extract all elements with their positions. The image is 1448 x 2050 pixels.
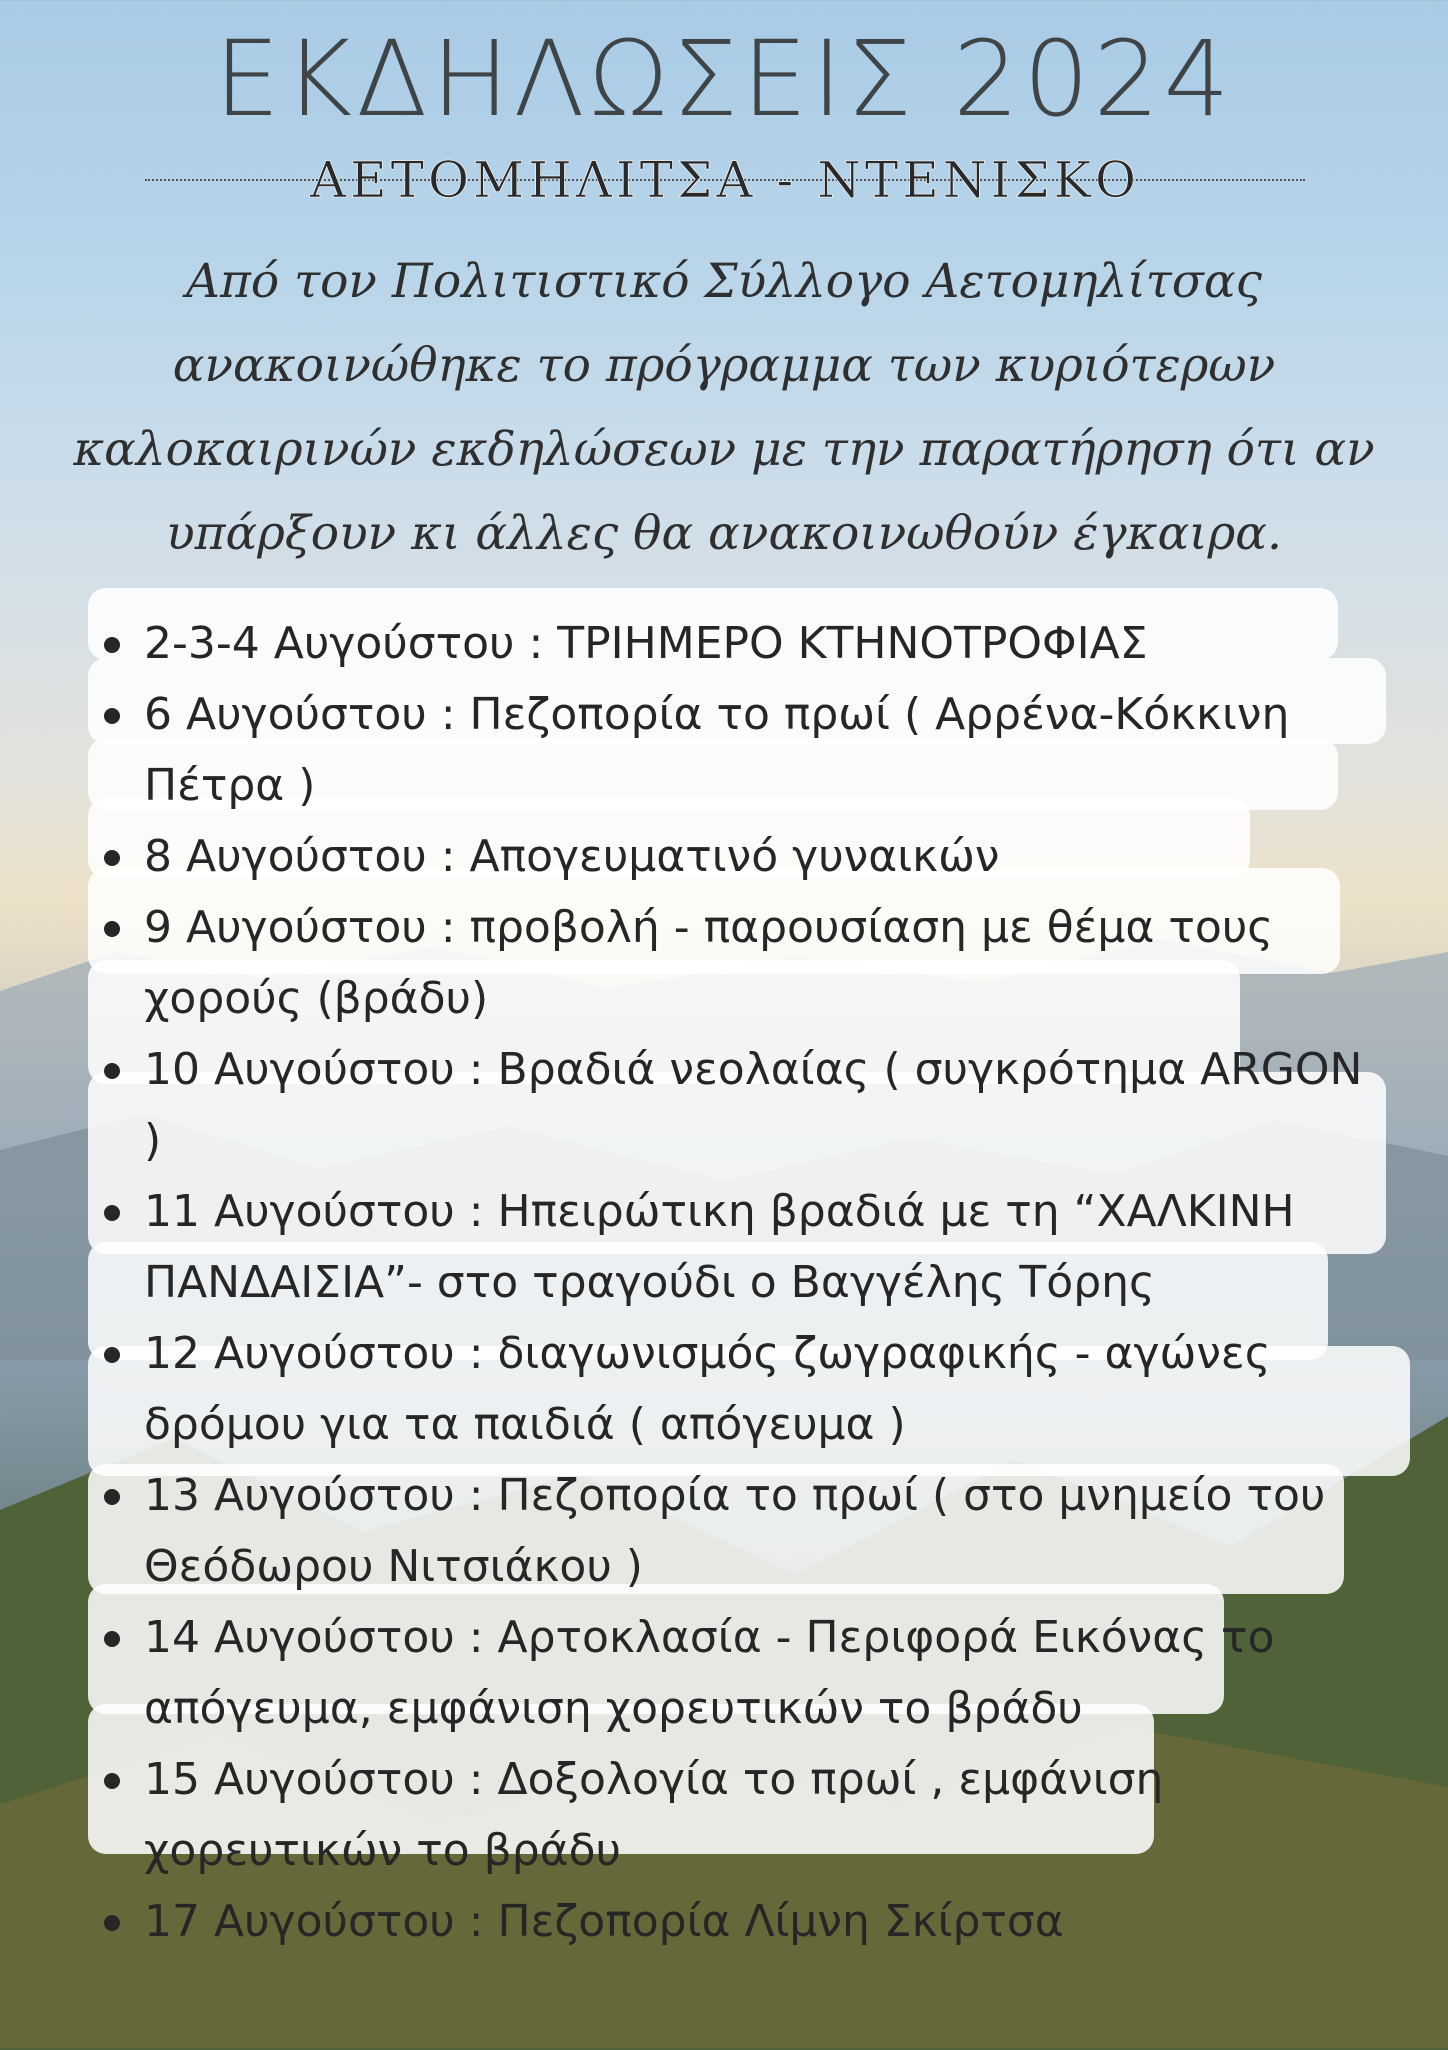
- event-item: 17 Αυγούστου : Πεζοπορία Λίμνη Σκίρτσα: [92, 1886, 1392, 1957]
- subtitle: ΑΕΤΟΜΗΛΙΤΣΑ - ΝΤΕΝΙΣΚΟ: [310, 151, 1140, 209]
- intro-line: υπάρξουν κι άλλες θα ανακοινωθούν έγκαιρα.: [166, 506, 1282, 561]
- intro-line: καλοκαιρινών εκδηλώσεων με την παρατήρηση ότι αν: [73, 422, 1375, 477]
- intro-line: ανακοινώθηκε το πρόγραμμα των κυριότερων: [172, 338, 1276, 393]
- event-item: 2-3-4 Αυγούστου : ΤΡΙΗΜΕΡΟ ΚΤΗΝΟΤΡΟΦΙΑΣ: [92, 608, 1392, 679]
- event-item: 6 Αυγούστου : Πεζοπορία το πρωί ( Αρρένα-Κόκκινη Πέτρα ): [92, 679, 1392, 821]
- event-item: 10 Αυγούστου : Βραδιά νεολαίας ( συγκρότημα ARGON ): [92, 1034, 1392, 1176]
- event-item: 11 Αυγούστου : Ηπειρώτικη βραδιά με τη “ΧΑΛΚΙΝΗ ΠΑΝΔΑΙΣΙΑ”- στο τραγούδι ο Βαγγέλης Τόρης: [92, 1176, 1392, 1318]
- event-item: 12 Αυγούστου : διαγωνισμός ζωγραφικής - αγώνες δρόμου για τα παιδιά ( απόγευμα ): [92, 1318, 1392, 1460]
- event-item: 9 Αυγούστου : προβολή - παρουσίαση με θέμα τους χορούς (βράδυ): [92, 892, 1392, 1034]
- events-list: [92, 608, 1392, 1957]
- event-item: 14 Αυγούστου : Αρτοκλασία - Περιφορά Εικόνας το απόγευμα, εμφάνιση χορευτικών το βράδυ: [92, 1602, 1392, 1744]
- page-title: ΕΚΔΗΛΩΣΕΙΣ 2024: [214, 18, 1234, 140]
- subtitle-block: [145, 150, 1305, 210]
- intro-line: Από τον Πολιτιστικό Σύλλογο Αετομηλίτσας: [186, 254, 1262, 309]
- event-item: 13 Αυγούστου : Πεζοπορία το πρωί ( στο μνημείο του Θεόδωρου Νιτσιάκου ): [92, 1460, 1392, 1602]
- event-item: 8 Αυγούστου : Απογευματινό γυναικών: [92, 821, 1392, 892]
- event-item: 15 Αυγούστου : Δοξολογία το πρωί , εμφάνιση χορευτικών το βράδυ: [92, 1744, 1392, 1886]
- intro-paragraph: [10, 240, 1438, 576]
